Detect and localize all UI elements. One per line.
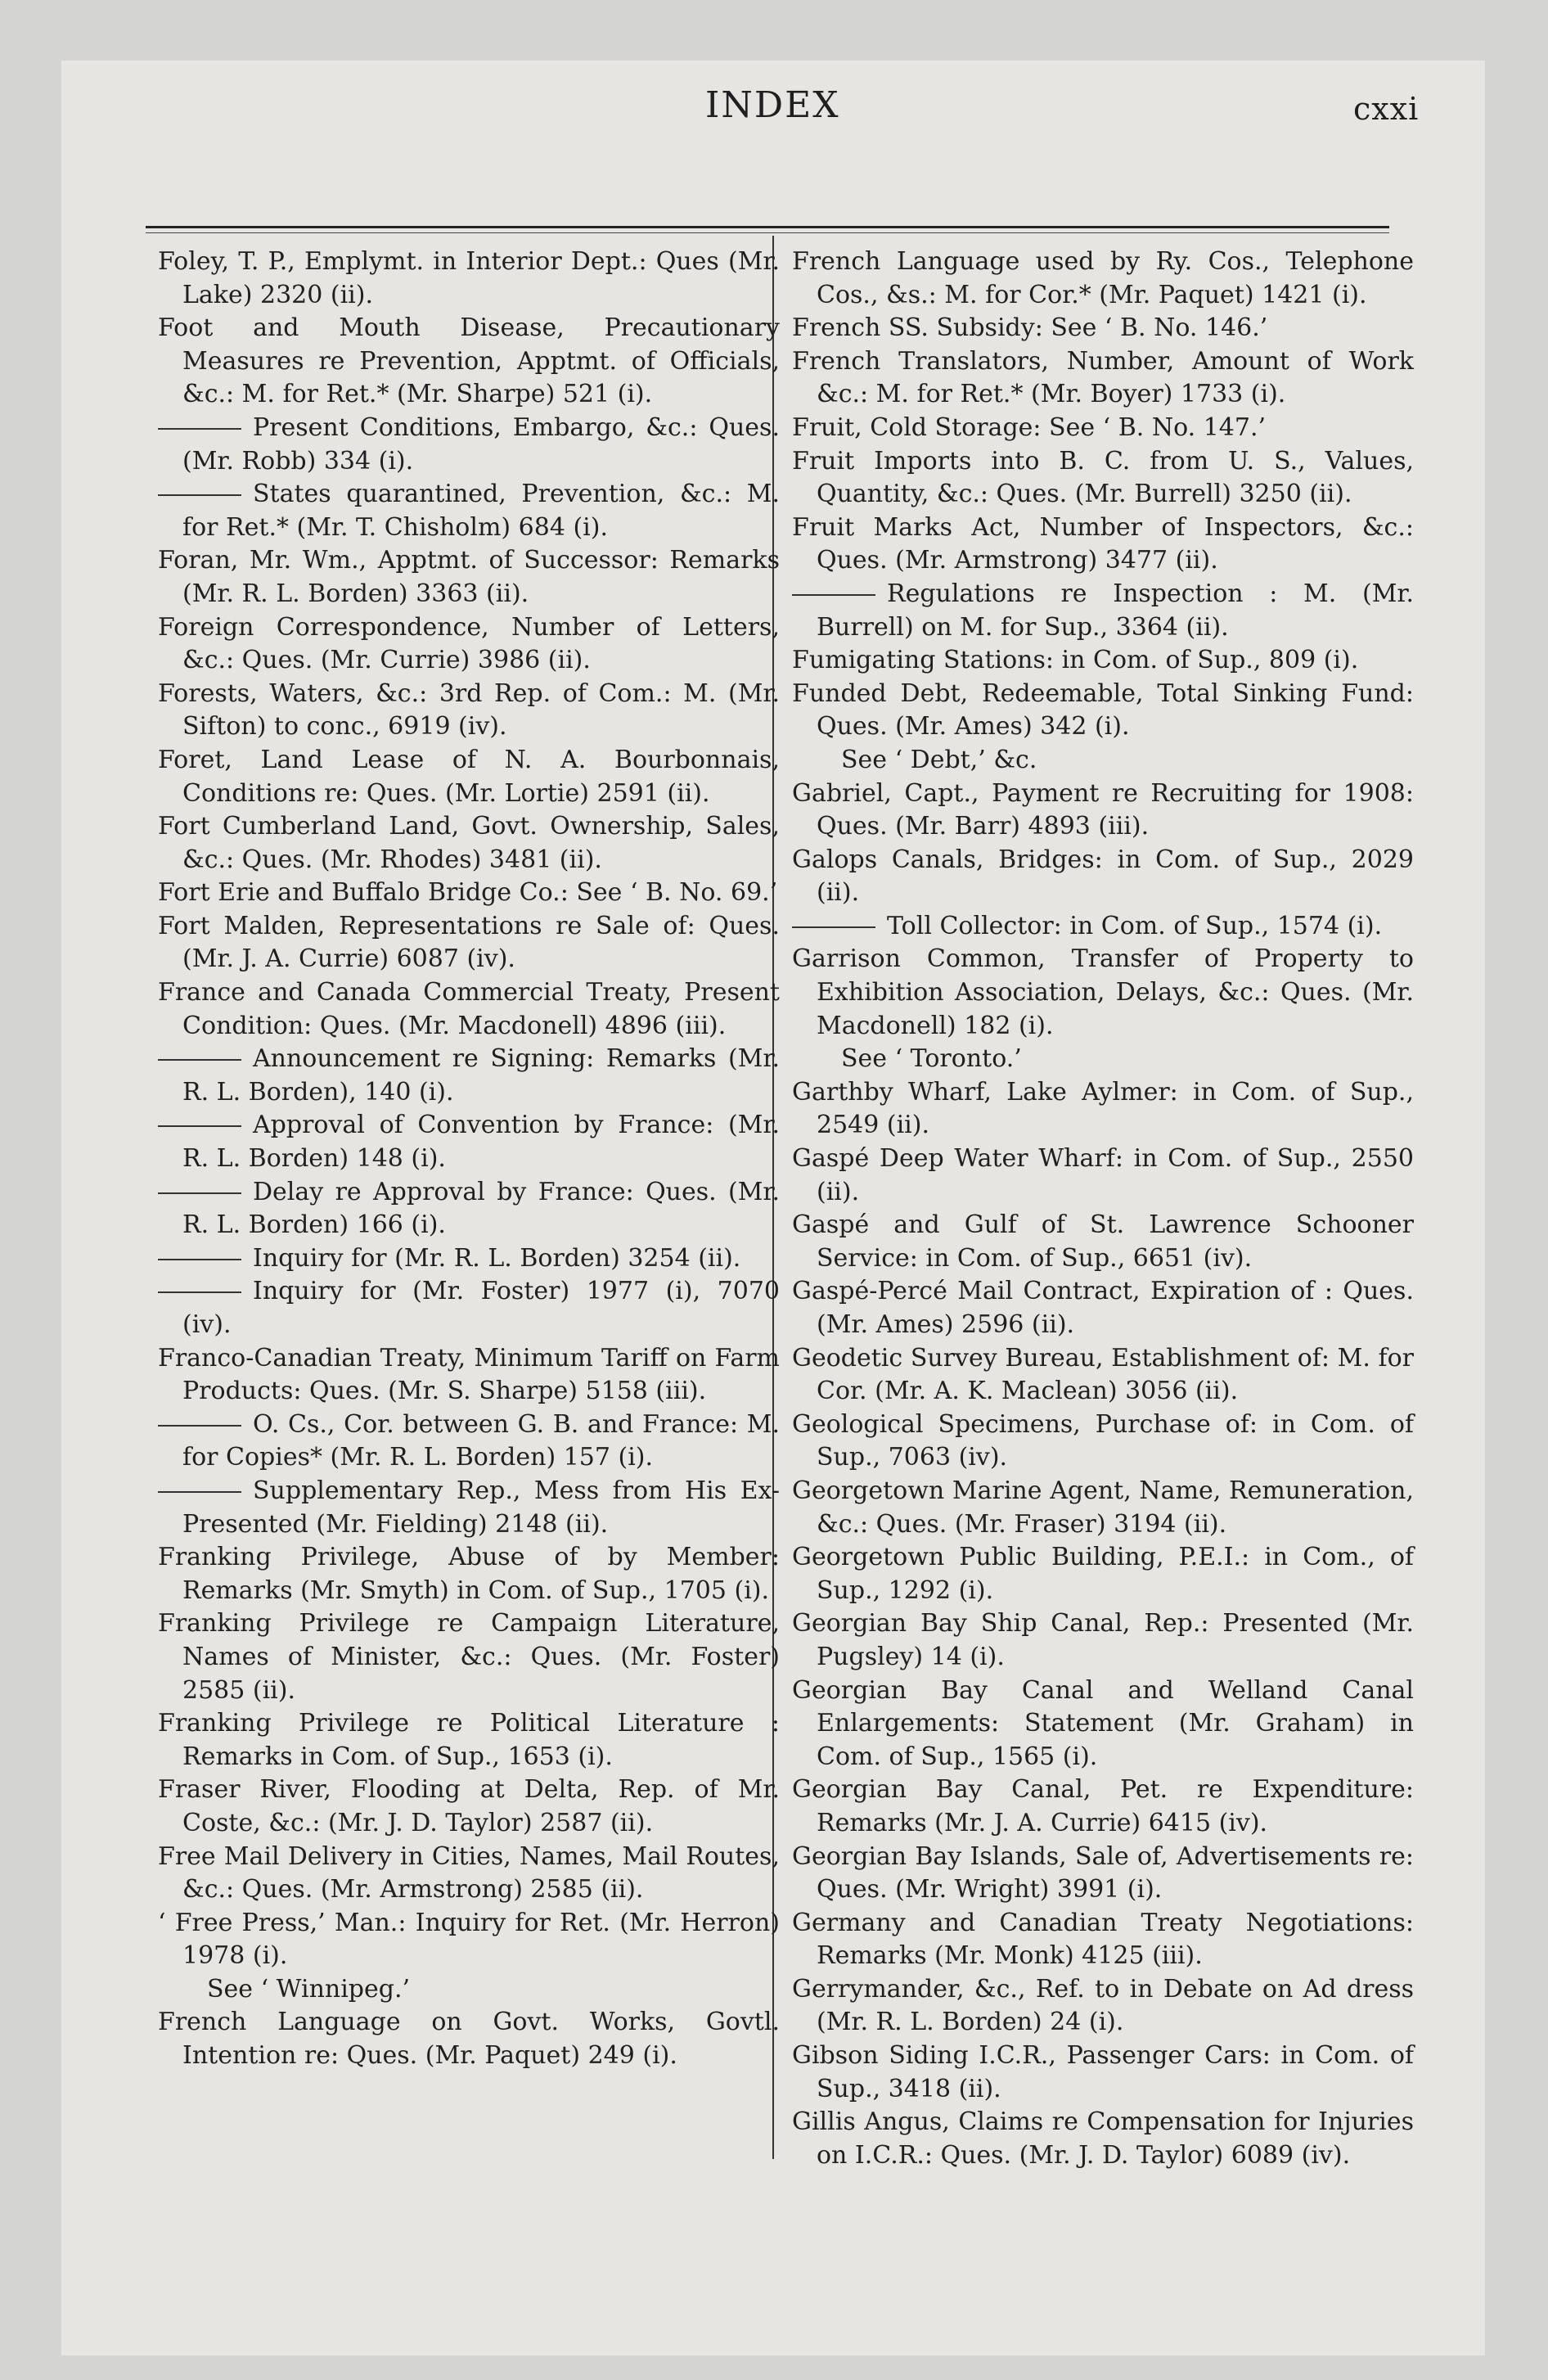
entry-text: Germany and Canadian Treaty Negotiations: Remarks (Mr. Monk) 4125 (iii). <box>792 1908 1414 1971</box>
entry-text: Franking Privilege, Abuse of by Member: Remarks (Mr. Smyth) in Com. of Sup., 1705 (i). <box>158 1543 780 1605</box>
index-entry <box>792 1841 1414 1907</box>
cross-reference <box>792 1043 1414 1076</box>
index-entry <box>792 1143 1414 1209</box>
index-subentry <box>158 1409 780 1475</box>
entry-text: Gibson Siding I.C.R., Passenger Cars: in Com. of Sup., 3418 (ii). <box>792 2041 1414 2103</box>
entry-text: Inquiry for (Mr. R. L. Borden) 3254 (ii). <box>253 1243 741 1273</box>
entry-text: France and Canada Commercial Treaty, Present Condition: Ques. (Mr. Macdonell) 4896 (iii). <box>158 978 780 1040</box>
index-entry <box>792 1475 1414 1541</box>
index-entry <box>158 246 780 312</box>
entry-text: Garthby Wharf, Lake Aylmer: in Com. of Sup., 2549 (ii). <box>792 1077 1414 1140</box>
index-subentry <box>792 910 1414 944</box>
index-entry <box>158 1342 780 1409</box>
entry-text: Fruit Imports into B. C. from U. S., Values, Quantity, &c.: Ques. (Mr. Burrell) 3250 (ii). <box>792 446 1414 509</box>
index-entry <box>158 2006 780 2072</box>
cross-reference <box>158 1973 780 2007</box>
entry-text: Inquiry for (Mr. Foster) 1977 (i), 7070 (iv). <box>182 1277 780 1339</box>
index-subentry <box>792 578 1414 644</box>
entry-text: Gillis Angus, Claims re Compensation for Injuries on I.C.R.: Ques. (Mr. J. D. Taylor) 6089 (iv). <box>792 2107 1414 2170</box>
page-header <box>705 84 1507 133</box>
index-entry <box>792 678 1414 744</box>
index-entry <box>792 2106 1414 2172</box>
index-entry <box>158 611 780 678</box>
entry-text: Georgetown Public Building, P.E.I.: in Com., of Sup., 1292 (i). <box>792 1543 1414 1605</box>
index-entry <box>158 1841 780 1907</box>
right-column <box>792 246 1414 2172</box>
entry-text: Fort Cumberland Land, Govt. Ownership, Sales, &c.: Ques. (Mr. Rhodes) 3481 (ii). <box>158 812 780 874</box>
index-entry <box>792 1076 1414 1143</box>
entry-text: Fruit Marks Act, Number of Inspectors, &c.: Ques. (Mr. Armstrong) 3477 (ii). <box>792 512 1414 575</box>
ditto-dash <box>158 494 241 496</box>
ditto-dash <box>158 1425 241 1427</box>
page-title: INDEX <box>705 84 840 126</box>
entry-text: Garrison Common, Transfer of Property to Exhibition Association, Delays, &c.: Ques. (Mr. Macdonell) 182 (i). <box>792 944 1414 1040</box>
entry-text: See ‘ Winnipeg.’ <box>207 1974 411 2004</box>
index-entry <box>158 544 780 611</box>
entry-text: Georgian Bay Ship Canal, Rep.: Presented (Mr. Pugsley) 14 (i). <box>792 1609 1414 1671</box>
header-rule-thin <box>146 232 1389 233</box>
entry-text: Georgian Bay Canal, Pet. re Expenditure: Remarks (Mr. J. A. Currie) 6415 (iv). <box>792 1775 1414 1837</box>
index-entry <box>792 1907 1414 1973</box>
entry-text: Fraser River, Flooding at Delta, Rep. of Mr. Coste, &c.: (Mr. J. D. Taylor) 2587 (ii). <box>158 1775 780 1837</box>
index-entry <box>158 910 780 976</box>
index-entry <box>792 844 1414 910</box>
entry-text: States quarantined, Prevention, &c.: M. for Ret.* (Mr. T. Chisholm) 684 (i). <box>182 480 780 542</box>
entry-text: French SS. Subsidy: See ‘ B. No. 146.’ <box>792 313 1268 343</box>
index-entry <box>792 1275 1414 1341</box>
ditto-dash <box>158 428 241 430</box>
ditto-dash <box>158 1125 241 1127</box>
entry-text: Forests, Waters, &c.: 3rd Rep. of Com.: M. (Mr. Sifton) to conc., 6919 (iv). <box>158 678 780 741</box>
index-subentry <box>158 1275 780 1341</box>
ditto-dash <box>158 1491 241 1493</box>
ditto-dash <box>792 926 875 928</box>
entry-text: Franking Privilege re Campaign Literature, Names of Minister, &c.: Ques. (Mr. Foster) 2585 (ii). <box>158 1609 780 1705</box>
entry-text: Gaspé and Gulf of St. Lawrence Schooner Service: in Com. of Sup., 6651 (iv). <box>792 1210 1414 1273</box>
entry-text: Gaspé Deep Water Wharf: in Com. of Sup., 2550 (ii). <box>792 1144 1414 1206</box>
index-entry <box>792 778 1414 844</box>
entry-text: French Language used by Ry. Cos., Telephone Cos., &s.: M. for Cor.* (Mr. Paquet) 1421 (i). <box>792 247 1414 309</box>
ditto-dash <box>158 1259 241 1260</box>
index-entry <box>158 678 780 744</box>
entry-text: Fruit, Cold Storage: See ‘ B. No. 147.’ <box>792 412 1267 442</box>
index-entry <box>792 345 1414 412</box>
entry-text: Gerrymander, &c., Ref. to in Debate on Ad dress (Mr. R. L. Borden) 24 (i). <box>792 1974 1414 2037</box>
index-entry <box>792 246 1414 312</box>
entry-text: Delay re Approval by France: Ques. (Mr. R. L. Borden) 166 (i). <box>182 1177 780 1240</box>
index-subentry <box>158 478 780 544</box>
index-entry <box>158 1541 780 1607</box>
index-entry <box>158 810 780 877</box>
entry-text: Announcement re Signing: Remarks (Mr. R. L. Borden), 140 (i). <box>182 1044 780 1107</box>
index-entry <box>792 1675 1414 1774</box>
entry-text: Gabriel, Capt., Payment re Recruiting for 1908: Ques. (Mr. Barr) 4893 (iii). <box>792 778 1414 841</box>
entry-text: Georgian Bay Islands, Sale of, Advertisements re: Ques. (Mr. Wright) 3991 (i). <box>792 1841 1414 1904</box>
entry-text: See ‘ Debt,’ &c. <box>841 745 1037 774</box>
index-entry <box>792 1342 1414 1409</box>
ditto-dash <box>158 1291 241 1293</box>
index-entry <box>158 312 780 412</box>
index-entry <box>158 744 780 810</box>
entry-text: Georgian Bay Canal and Welland Canal Enlargements: Statement (Mr. Graham) in Com. of Sup., 1565 (i). <box>792 1675 1414 1771</box>
ditto-dash <box>792 594 875 596</box>
index-entry <box>792 644 1414 678</box>
entry-text: French Language on Govt. Works, Govtl. Intention re: Ques. (Mr. Paquet) 249 (i). <box>158 2008 780 2071</box>
entry-text: O. Cs., Cor. between G. B. and France: M. for Copies* (Mr. R. L. Borden) 157 (i). <box>182 1409 780 1472</box>
index-subentry <box>158 412 780 478</box>
entry-text: Fort Malden, Representations re Sale of: Ques. (Mr. J. A. Currie) 6087 (iv). <box>158 911 780 974</box>
entry-text: Galops Canals, Bridges: in Com. of Sup., 2029 (ii). <box>792 845 1414 908</box>
index-entry <box>792 1209 1414 1275</box>
ditto-dash <box>158 1192 241 1194</box>
entry-text: Fumigating Stations: in Com. of Sup., 809 (i). <box>792 646 1359 675</box>
index-entry <box>158 1607 780 1707</box>
entry-text: Fort Erie and Buffalo Bridge Co.: See ‘ B. No. 69.’ <box>158 878 778 908</box>
index-subentry <box>158 1475 780 1541</box>
entry-text: Regulations re Inspection : M. (Mr. Burrell) on M. for Sup., 3364 (ii). <box>817 579 1414 642</box>
index-entry <box>792 943 1414 1043</box>
entry-text: Foret, Land Lease of N. A. Bourbonnais, Conditions re: Ques. (Mr. Lortie) 2591 (ii). <box>158 745 780 808</box>
index-subentry <box>158 1043 780 1109</box>
header-rule-thick <box>146 226 1389 228</box>
entry-text: Free Mail Delivery in Cities, Names, Mail Routes, &c.: Ques. (Mr. Armstrong) 2585 (ii). <box>158 1841 780 1904</box>
index-entry <box>792 2040 1414 2106</box>
index-entry <box>158 976 780 1043</box>
index-entry <box>792 1409 1414 1475</box>
entry-text: Franking Privilege re Political Literature : Remarks in Com. of Sup., 1653 (i). <box>158 1709 780 1771</box>
entry-text: Gaspé-Percé Mail Contract, Expiration of : Ques. (Mr. Ames) 2596 (ii). <box>792 1277 1414 1339</box>
index-entry <box>792 445 1414 512</box>
index-entry <box>792 412 1414 445</box>
index-entry <box>792 1973 1414 2040</box>
index-entry <box>158 877 780 910</box>
page-number: cxxi <box>1353 91 1420 127</box>
entry-text: ‘ Free Press,’ Man.: Inquiry for Ret. (Mr. Herron) 1978 (i). <box>158 1908 780 1971</box>
entry-text: French Translators, Number, Amount of Work &c.: M. for Ret.* (Mr. Boyer) 1733 (i). <box>792 346 1414 409</box>
index-entry <box>792 312 1414 345</box>
index-subentry <box>158 1242 780 1276</box>
entry-text: Funded Debt, Redeemable, Total Sinking Fund: Ques. (Mr. Ames) 342 (i). <box>792 678 1414 741</box>
index-entry <box>792 1541 1414 1607</box>
index-subentry <box>158 1109 780 1175</box>
index-subentry <box>158 1176 780 1242</box>
index-entry <box>158 1907 780 1973</box>
entry-text: Geological Specimens, Purchase of: in Com. of Sup., 7063 (iv). <box>792 1409 1414 1472</box>
entry-text: Franco-Canadian Treaty, Minimum Tariff on Farm Products: Ques. (Mr. S. Sharpe) 5158 (iii). <box>158 1343 780 1406</box>
entry-text: Georgetown Marine Agent, Name, Remuneration, &c.: Ques. (Mr. Fraser) 3194 (ii). <box>792 1476 1414 1539</box>
entry-text: Foley, T. P., Emplymt. in Interior Dept.: Ques (Mr. Lake) 2320 (ii). <box>158 247 780 309</box>
index-entry <box>158 1774 780 1840</box>
entry-text: Foot and Mouth Disease, Precautionary Measures re Prevention, Apptmt. of Officials, &c.: M. for Ret.* (Mr. Sharpe) 521 (i). <box>158 313 780 409</box>
index-entry <box>792 512 1414 578</box>
ditto-dash <box>158 1059 241 1061</box>
cross-reference <box>792 744 1414 778</box>
entry-text: Foreign Correspondence, Number of Letters, &c.: Ques. (Mr. Currie) 3986 (ii). <box>158 612 780 675</box>
entry-text: Foran, Mr. Wm., Apptmt. of Successor: Remarks (Mr. R. L. Borden) 3363 (ii). <box>158 546 780 608</box>
entry-text: Toll Collector: in Com. of Sup., 1574 (i). <box>887 911 1383 940</box>
index-entry <box>158 1707 780 1774</box>
entry-text: Present Conditions, Embargo, &c.: Ques. (Mr. Robb) 334 (i). <box>182 412 780 476</box>
left-column <box>158 246 780 2073</box>
index-entry <box>792 1774 1414 1840</box>
index-entry <box>792 1607 1414 1674</box>
entry-text: Geodetic Survey Bureau, Establishment of: M. for Cor. (Mr. A. K. Maclean) 3056 (ii). <box>792 1343 1414 1406</box>
entry-text: Supplementary Rep., Mess from His Ex- Presented (Mr. Fielding) 2148 (ii). <box>182 1476 780 1539</box>
entry-text: Approval of Convention by France: (Mr. R. L. Borden) 148 (i). <box>182 1111 780 1174</box>
entry-text: See ‘ Toronto.’ <box>841 1044 1022 1074</box>
